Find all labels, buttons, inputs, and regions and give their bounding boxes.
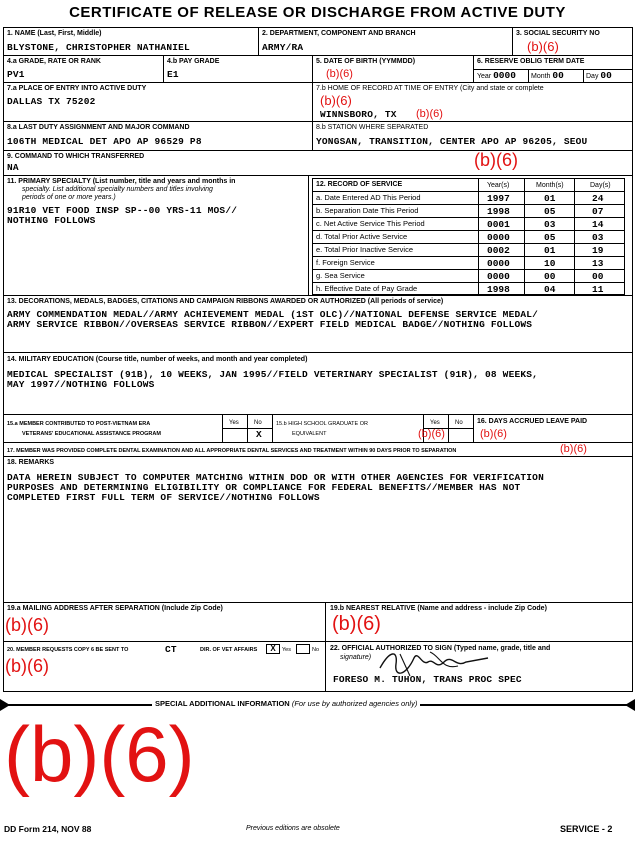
record-row-month: 05: [544, 206, 556, 217]
dental-label: 17. MEMBER WAS PROVIDED COMPLETE DENTAL EXAMINATION AND ALL APPROPRIATE DENTAL SERVICES AND TREATMENT WITHIN 90 DAYS PRIOR TO SEPARATION: [7, 448, 457, 454]
record-row-year: 1998: [487, 206, 510, 217]
col-day: Day(s): [590, 182, 611, 189]
record-row-month: 01: [544, 193, 556, 204]
record-row-year: 0001: [487, 219, 510, 230]
grade-value: PV1: [7, 69, 25, 80]
record-row-year: 0002: [487, 245, 510, 256]
hs-redaction: (b)(6): [418, 428, 445, 440]
hs-yes-label: Yes: [430, 420, 440, 426]
remarks-label: 18. REMARKS: [7, 459, 55, 466]
record-row-label: f. Foreign Service: [316, 258, 375, 267]
copy-no-box[interactable]: [296, 644, 310, 654]
record-row-year: 0000: [487, 232, 510, 243]
remarks-value-1: DATA HEREIN SUBJECT TO COMPUTER MATCHING WITHIN DOD OR WITH OTHER AGENCIES FOR VERIFICATION: [7, 472, 544, 483]
specialty-label-3: periods of one or more years.): [22, 194, 116, 201]
reserve-year-value: 0000: [493, 70, 516, 81]
record-row-day: 13: [592, 258, 604, 269]
record-row-label: a. Date Entered AD This Period: [316, 193, 421, 202]
decorations-value-1: ARMY COMMENDATION MEDAL//ARMY ACHIEVEMENT MEDAL (1ST OLC)//NATIONAL DEFENSE SERVICE MEDAL/: [7, 309, 539, 320]
special-redaction: (b)(6): [4, 710, 195, 798]
footer-form: DD Form 214, NOV 88: [4, 824, 92, 834]
form-title: CERTIFICATE OF RELEASE OR DISCHARGE FROM ACTIVE DUTY: [69, 4, 566, 21]
last-duty-label: 8.a LAST DUTY ASSIGNMENT AND MAJOR COMMAND: [7, 124, 190, 131]
record-row-month: 04: [544, 284, 556, 295]
record-label: 12. RECORD OF SERVICE: [316, 181, 403, 188]
record-row: [312, 230, 625, 243]
copy-no-label: No: [312, 647, 320, 653]
dob-label: 5. DATE OF BIRTH (YYMMDD): [316, 58, 416, 65]
name-value: BLYSTONE, CHRISTOPHER NATHANIEL: [7, 42, 190, 53]
home-redaction-1: (b)(6): [320, 93, 352, 108]
official-label-2: signature): [340, 654, 372, 661]
reserve-label: 6. RESERVE OBLIG TERM DATE: [477, 58, 585, 65]
education-label: 14. MILITARY EDUCATION (Course title, number of weeks, and month and year completed): [7, 356, 308, 363]
dept-label: 2. DEPARTMENT, COMPONENT AND BRANCH: [262, 30, 416, 37]
dental-redaction: (b)(6): [560, 443, 587, 455]
record-row-month: 05: [544, 232, 556, 243]
home-label: 7.b HOME OF RECORD AT TIME OF ENTRY (City and state or complete: [316, 85, 544, 92]
veap-label-1: 15.a MEMBER CONTRIBUTED TO POST-VIETNAM ERA: [7, 421, 151, 427]
relative-label: 19.b NEAREST RELATIVE (Name and address - include Zip Code): [330, 605, 547, 612]
mailing-redaction: (b)(6): [5, 615, 49, 635]
record-row: [312, 204, 625, 217]
record-row-label: b. Separation Date This Period: [316, 206, 419, 215]
record-row-label: h. Effective Date of Pay Grade: [316, 284, 418, 293]
ssn-redaction: (b)(6): [527, 39, 559, 54]
record-row-day: 00: [592, 271, 604, 282]
home-value: WINNSBORO, TX: [320, 109, 397, 120]
name-label: 1. NAME (Last, First, Middle): [7, 30, 102, 37]
official-label-1: 22. OFFICIAL AUTHORIZED TO SIGN (Typed name, grade, title and: [330, 645, 551, 652]
record-row-label: e. Total Prior Inactive Service: [316, 245, 413, 254]
education-value-1: MEDICAL SPECIALIST (91B), 10 WEEKS, JAN 1995//FIELD VETERINARY SPECIALIST (91R), 08 WEEKS,: [7, 369, 539, 380]
entry-place-value: DALLAS TX 75202: [7, 96, 96, 107]
special-note: (For use by authorized agencies only): [291, 699, 418, 708]
record-row-day: 11: [592, 284, 604, 295]
record-row-year: 0000: [487, 271, 510, 282]
record-row-year: 0000: [487, 258, 510, 269]
record-row: [312, 282, 625, 295]
record-row-day: 03: [592, 232, 604, 243]
remarks-value-3: COMPLETED FIRST FULL TERM OF SERVICE//NOTHING FOLLOWS: [7, 492, 320, 503]
grade-label: 4.a GRADE, RATE OR RANK: [7, 58, 101, 65]
transfer-label: 9. COMMAND TO WHICH TRANSFERRED: [7, 153, 145, 160]
record-row-month: 01: [544, 245, 556, 256]
transfer-value: NA: [7, 162, 19, 173]
veap-label-2: VETERANS' EDUCATIONAL ASSISTANCE PROGRAM: [22, 431, 161, 437]
transfer-redaction: (b)(6): [474, 150, 518, 170]
official-value: FORESO M. TUHON, TRANS PROC SPEC: [333, 674, 522, 685]
hs-no-label: No: [455, 420, 463, 426]
specialty-value-2: NOTHING FOLLOWS: [7, 215, 96, 226]
record-row-day: 07: [592, 206, 604, 217]
copy-yes-label: Yes: [282, 647, 291, 653]
record-row: [312, 217, 625, 230]
mailing-label: 19.a MAILING ADDRESS AFTER SEPARATION (Include Zip Code): [7, 605, 223, 612]
col-year: Year(s): [487, 182, 510, 189]
entry-place-label: 7.a PLACE OF ENTRY INTO ACTIVE DUTY: [7, 85, 147, 92]
record-row-label: d. Total Prior Active Service: [316, 232, 408, 241]
footer-note: Previous editions are obsolete: [246, 825, 340, 832]
copy-state: CT: [165, 644, 177, 655]
record-row-month: 00: [544, 271, 556, 282]
dept-value: ARMY/RA: [262, 42, 304, 53]
record-row-month: 10: [544, 258, 556, 269]
reserve-day-value: 00: [600, 70, 612, 81]
record-row-day: 19: [592, 245, 604, 256]
leave-redaction: (b)(6): [480, 428, 507, 440]
record-row-month: 03: [544, 219, 556, 230]
copy-yes-box[interactable]: X: [266, 644, 280, 654]
reserve-month-value: 00: [552, 70, 564, 81]
record-row-day: 24: [592, 193, 604, 204]
footer-copy: SERVICE - 2: [560, 824, 613, 834]
veap-no-mark: X: [256, 429, 262, 440]
remarks-value-2: PURPOSES AND DETERMINING ELIGIBILITY OR COMPLIANCE FOR FEDERAL BENEFITS//MEMBER HAS NOT: [7, 482, 521, 493]
reserve-year-label: Year: [477, 73, 492, 80]
special-arrow-right: [625, 699, 635, 711]
specialty-label-2: specialty. List additional specialty numbers and titles involving: [22, 186, 213, 193]
col-month: Month(s): [536, 182, 564, 189]
ssn-label: 3. SOCIAL SECURITY NO: [516, 30, 600, 37]
copy-redaction: (b)(6): [5, 656, 49, 676]
record-row: [312, 269, 625, 282]
record-row-year: 1998: [487, 284, 510, 295]
hs-label-1: 15.b HIGH SCHOOL GRADUATE OR: [276, 421, 368, 427]
paygrade-label: 4.b PAY GRADE: [167, 58, 220, 65]
copy-label: 20. MEMBER REQUESTS COPY 6 BE SENT TO: [7, 647, 129, 653]
record-row: [312, 191, 625, 204]
veap-yes-label: Yes: [229, 420, 239, 426]
station-value: YONGSAN, TRANSITION, CENTER APO AP 96205, SEOU: [316, 136, 588, 147]
dir-vet-label: DIR. OF VET AFFAIRS: [200, 647, 258, 653]
home-redaction-2: (b)(6): [416, 108, 443, 120]
record-row-label: c. Net Active Service This Period: [316, 219, 425, 228]
hs-label-2: EQUIVALENT: [292, 431, 327, 437]
paygrade-value: E1: [167, 69, 179, 80]
veap-no-label: No: [254, 420, 262, 426]
record-row: [312, 243, 625, 256]
dob-redaction: (b)(6): [326, 68, 353, 80]
record-row-label: g. Sea Service: [316, 271, 365, 280]
specialty-value-1: 91R10 VET FOOD INSP SP--00 YRS-11 MOS//: [7, 205, 238, 216]
special-label: SPECIAL ADDITIONAL INFORMATION: [155, 699, 290, 708]
specialty-label-1: 11. PRIMARY SPECIALTY (List number, title and years and months in: [7, 178, 236, 185]
record-row-year: 1997: [487, 193, 510, 204]
reserve-month-label: Month: [531, 73, 551, 80]
decorations-label: 13. DECORATIONS, MEDALS, BADGES, CITATIONS AND CAMPAIGN RIBBONS AWARDED OR AUTHORIZED (All periods of service): [7, 298, 444, 305]
reserve-day-label: Day: [586, 73, 599, 80]
education-value-2: MAY 1997//NOTHING FOLLOWS: [7, 379, 155, 390]
relative-redaction: (b)(6): [332, 613, 381, 635]
record-row-day: 14: [592, 219, 604, 230]
leave-label: 16. DAYS ACCRUED LEAVE PAID: [477, 418, 588, 425]
decorations-value-2: ARMY SERVICE RIBBON//OVERSEAS SERVICE RIBBON//EXPERT FIELD MEDICAL BADGE//NOTHING FOLLOWS: [7, 319, 533, 330]
record-row: [312, 256, 625, 269]
station-label: 8.b STATION WHERE SEPARATED: [316, 124, 429, 131]
last-duty-value: 106TH MEDICAL DET APO AP 96529 P8: [7, 136, 202, 147]
